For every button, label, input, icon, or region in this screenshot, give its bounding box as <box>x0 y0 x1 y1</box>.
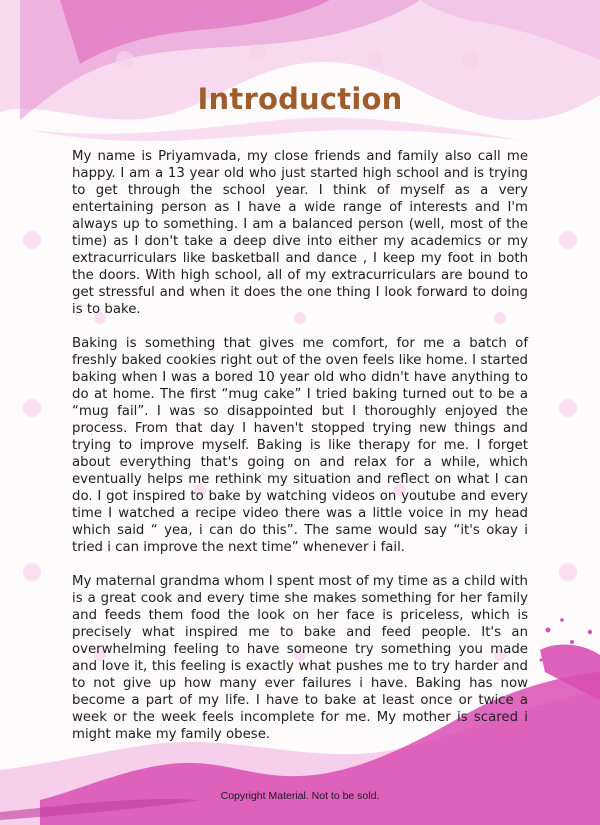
copyright-footer: Copyright Material. Not to be sold. <box>220 790 380 802</box>
paragraph: My maternal grandma whom I spent most of my time as a child with is a great cook and every time she makes something for her family and feeds them food the look on her face is priceless, which is precisely what inspired me to bake and feed people. It's an overwhelming feeling to have someone try something you made and love it, this feeling is exactly what pushes me to try harder and to not give up how many ever failures i have. Baking has now become a part of my life. I have to bake at least once or twice a week or the week feels incomplete for me. My mother is scared i might make my family obese. <box>72 574 528 742</box>
body-text <box>72 148 528 760</box>
paragraph: My name is Priyamvada, my close friends and family also call me happy. I am a 13 year old who just started high school and is trying to get through the school year. I think of myself as a very entertaining person as I have a wide range of interests and I'm always up to something. I am a balanced person (well, most of the time) as I don't take a deep dive into either my academics or my extracurriculars like basketball and dance , I keep my foot in both the doors. With high school, all of my extracurriculars are bound to get stressful and when it does the one thing I look forward to doing is to bake. <box>72 149 528 317</box>
page-title: Introduction <box>197 82 403 116</box>
paragraph: Baking is something that gives me comfort, for me a batch of freshly baked cookies right out of the oven feels like home. I started baking when I was a bored 10 year old who didn't have anything to do at home. The first “mug cake” I tried baking turned out to be a “mug fail”. I was so disappointed but I thoroughly enjoyed the process. From that day I haven't stopped trying new things and trying to improve myself. Baking is like therapy for me. I forget about everything that's going on and relax for a while, which eventually helps me rethink my situation and reflect on what I can do. I got inspired to bake by watching videos on youtube and every time I watched a recipe video there was a little voice in my head which said “ yea, i can do this”. The same would say “it's okay i tried i can improve the next time” whenever i fail. <box>72 336 528 555</box>
top-streak <box>30 118 520 141</box>
